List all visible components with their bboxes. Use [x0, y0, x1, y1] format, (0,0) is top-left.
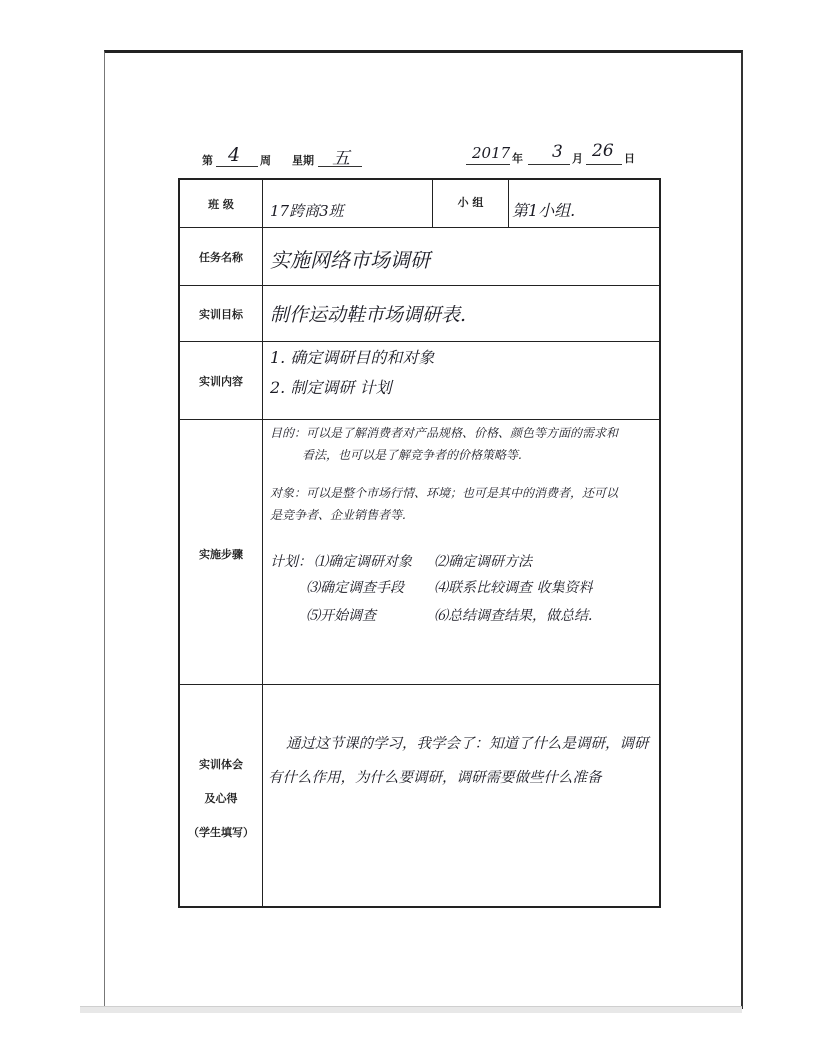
steps-purpose-line: 目的：可以是了解消费者对产品规格、价格、颜色等方面的需求和 [270, 426, 619, 440]
content-list [270, 348, 434, 408]
table-border-bottom [178, 906, 661, 908]
month-value: 3 [552, 142, 563, 162]
content-label: 实训内容 [199, 375, 243, 388]
month-label: 月 [572, 152, 583, 165]
steps-plan-label: 计划： [270, 554, 312, 570]
task-label: 任务名称 [199, 251, 243, 264]
weekday-value: 五 [332, 148, 350, 169]
plan-item: ⑵确定调研方法 [434, 554, 532, 570]
reflection-label-line: （学生填写） [188, 826, 254, 839]
row-divider [178, 419, 661, 420]
table-border-top [178, 178, 661, 180]
steps-label: 实施步骤 [199, 548, 243, 561]
plan-item: ⑸开始调查 [306, 608, 376, 624]
steps-purpose [270, 426, 618, 470]
reflection-line: 通过这节课的学习，我学会了：知道了什么是调研，调研 [286, 736, 649, 752]
plan-item: ⑴确定调研对象 [314, 554, 412, 570]
day-value: 26 [592, 141, 614, 161]
year-underline [466, 164, 510, 165]
reflection-text [268, 736, 649, 804]
reflection-line: 有什么作用，为什么要调研，调研需要做些什么准备 [268, 770, 602, 786]
steps-object [270, 486, 618, 530]
task-value: 实施网络市场调研 [270, 248, 430, 272]
label-column-divider [262, 178, 263, 906]
steps-object-line: 是竞争者、企业销售者等. [270, 508, 406, 522]
plan-item: ⑶确定调查手段 [306, 580, 404, 596]
year-label: 年 [512, 152, 523, 165]
goal-label: 实训目标 [199, 308, 243, 321]
row-divider [178, 285, 661, 286]
week-value: 4 [228, 144, 241, 166]
goal-value: 制作运动鞋市场调研表. [270, 304, 467, 326]
steps-purpose-line: 看法，也可以是了解竞争者的价格策略等. [302, 448, 522, 462]
plan-item: ⑷联系比较调查 收集资料 [434, 580, 593, 596]
row-divider [178, 341, 661, 342]
week-prefix: 第 [202, 154, 213, 167]
steps-object-line: 对象：可以是整个市场行情、环境；也可是其中的消费者，还可以 [270, 486, 619, 500]
group-value-divider [508, 178, 509, 228]
plan-item: ⑹总结调查结果，做总结. [434, 608, 593, 624]
weekday-label: 星期 [292, 154, 314, 167]
content-line: 1. 确定调研目的和对象 [270, 348, 435, 367]
reflection-label-line: 实训体会 [199, 758, 243, 771]
table-border-right [659, 178, 661, 908]
group-value: 第1小组. [512, 201, 576, 220]
day-underline [586, 164, 622, 165]
class-label: 班 级 [208, 198, 234, 211]
content-line: 2. 制定调研 计划 [270, 378, 392, 397]
reflection-label [180, 754, 262, 844]
page-bottom-edge [80, 1006, 742, 1013]
row-divider [178, 684, 661, 685]
group-label: 小 组 [457, 196, 484, 209]
reflection-label-line: 及心得 [204, 792, 238, 805]
week-underline [216, 166, 258, 167]
class-value: 17跨商3班 [270, 202, 344, 220]
day-label: 日 [624, 152, 635, 165]
row-divider [178, 227, 661, 228]
week-suffix: 周 [260, 154, 271, 167]
month-underline [528, 164, 570, 165]
year-value: 2017 [472, 144, 511, 162]
